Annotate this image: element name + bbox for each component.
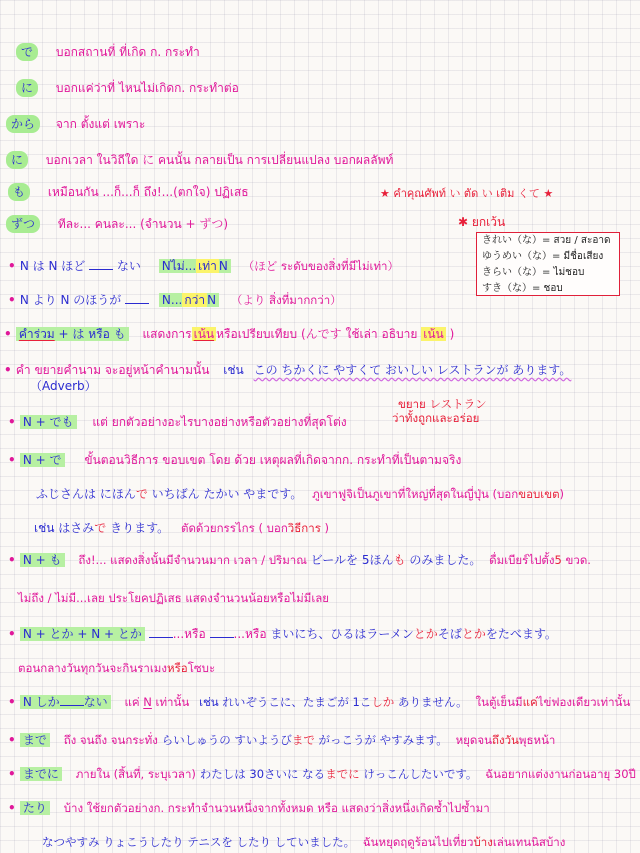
line-demo <box>8 414 347 430</box>
nmo-text: ถึง!... แสดงสิ่งนั้นมีจำนวนมาก เวลา / ปริมาณ <box>78 553 307 567</box>
line-ni-2 <box>0 152 393 168</box>
fuji-jp: ふじさんは にほんで いちばん たかい やまです。 <box>36 487 303 501</box>
box-item: ゆうめい（な）= มีชื่อเสียง <box>482 251 604 262</box>
madeni-text: ภายใน (สิ้นที่, ระบุเวลา) <box>75 767 196 781</box>
line-zutsu <box>0 216 228 232</box>
yori-lead: N より N のほうが <box>19 293 122 307</box>
adjective-note <box>380 186 553 202</box>
madeni-key: までに <box>20 767 62 781</box>
shika-meaning: แค่ N เท่านั้น <box>124 695 190 709</box>
exception-label <box>458 214 505 230</box>
bullet: • <box>8 801 20 815</box>
line-nde <box>8 452 461 468</box>
bullet: • <box>8 733 20 747</box>
line-ni-2-text: บอกเวลา ในวิถีใด に คนนั้น กลายเป็น การเปลี่ยนแปลง บอกผลลัพท์ <box>45 153 394 167</box>
shika-lead: N しか ない <box>20 695 111 709</box>
bullet: • <box>8 259 20 273</box>
line-adverb <box>4 362 571 378</box>
nde-lead: N + で <box>20 453 65 467</box>
fuji-th: ภูเขาฟูจิเป็นภูเขาที่ใหญ่ที่สุดในญี่ปุ่น (บอกขอบเขต) <box>312 487 565 501</box>
line-de <box>0 44 200 60</box>
line-zutsu-text: ทีละ... คนละ... (จำนวน + ずつ) <box>57 217 229 231</box>
particle-kara: から <box>6 115 40 133</box>
line-hodo <box>8 258 399 274</box>
toka-th: ตอนกลางวันทุกวันจะกินราเมงหรือโซบะ <box>18 661 216 675</box>
bullet: • <box>8 695 20 709</box>
made-th: หยุดจนถึงวันพุธหน้า <box>455 733 556 747</box>
adverb-note-2: ว่าทั้งถูกและอร่อย <box>392 411 480 425</box>
blank-line <box>89 259 113 270</box>
line-nmo-2: ไม่ถึง / ไม่มี...เลย ประโยคปฏิเสธ แสดงจำนวนน้อยหรือไม่มีเลย <box>18 591 330 605</box>
blank-line <box>210 627 234 638</box>
bullet: • <box>8 767 20 781</box>
bullet: • <box>4 363 16 377</box>
made-key: まで <box>20 733 50 747</box>
line-hasami <box>34 520 329 536</box>
adverb-label: （Adverb） <box>30 379 97 393</box>
bullet: • <box>8 627 20 641</box>
star-icon: ★ <box>539 187 554 200</box>
made-ex: らいしゅうの すいようびまで がっこうが やすみます。 <box>161 733 448 747</box>
yori-note: （より สิ่งที่มากกว่า） <box>230 293 342 307</box>
tari-key: たり <box>20 801 50 815</box>
particle-mo: も <box>8 183 30 201</box>
box-item: すき（な）= ชอบ <box>482 283 563 294</box>
particle-ni: に <box>16 79 38 97</box>
yori-phrase: N... กว่า N <box>159 293 219 307</box>
box-item: きれい（な）= สวย / สะอาด <box>482 235 611 246</box>
blank-line <box>149 627 173 638</box>
adjective-note-text: คำคุณศัพท์ い ตัด い เติม くて <box>393 187 540 200</box>
adverb-example: この ちかくに やすくて おいしい レストランが あります。 <box>253 363 572 377</box>
blank-line <box>60 695 84 706</box>
shika-th: ในตู้เย็นมีแค่ไข่ฟองเดียวเท่านั้น <box>475 695 631 709</box>
hasami-jp: はさみで きります。 <box>58 521 170 535</box>
hodo-note: （ほど ระดับของสิ่งที่มีไม่เท่า） <box>242 259 399 273</box>
tari-ex-th: ฉันหยุดฤดูร้อนไปเที่ยวบ้างเล่นเทนนิสบ้าง <box>362 835 566 849</box>
shika-ex: เช่น れいぞうこに、たまごが 1こしか ありません。 <box>199 695 468 709</box>
nmo-th: ดื่มเบียร์ไปตั้ง5 ขวด. <box>489 553 591 567</box>
line-kuraberu <box>4 326 454 342</box>
bullet: • <box>8 415 20 429</box>
made-text: ถึง จนถึง จนกระทั่ง <box>63 733 158 747</box>
hodo-nai: ない <box>116 259 141 273</box>
bullet: • <box>4 327 16 341</box>
toka-ex: まいにち、ひるはラーメンとかそばとかをたべます。 <box>270 627 557 641</box>
tari-ex-jp: なつやすみ りょこうしたり テニスを したり していました。 <box>42 835 356 849</box>
star-icon: ★ <box>380 187 394 200</box>
bullet: • <box>8 293 20 307</box>
particle-de: で <box>16 43 38 61</box>
line-tari <box>8 800 490 816</box>
line-madeni <box>8 766 636 782</box>
line-ni-text: บอกแค่ว่าที่ ไหนไม่เกิดก. กระทำต่อ <box>55 81 239 95</box>
hodo-lead: N は N ほど <box>19 259 86 273</box>
bullet: • <box>8 553 20 567</box>
line-de-text: บอกสถานที่ ที่เกิด ก. กระทำ <box>55 45 200 59</box>
particle-zutsu: ずつ <box>6 215 40 233</box>
madeni-th: ฉันอยากแต่งงานก่อนอายุ 30ปี <box>485 767 636 781</box>
bullet: • <box>8 453 20 467</box>
line-tari-ex <box>42 834 565 850</box>
demo-lead: N + でも <box>20 415 77 429</box>
line-toka: • N + とか + N + とか ...หรือ ...หรือ まいにち、ひるはラーメンとかそばとかをたべます。 <box>8 627 557 641</box>
line-shika <box>8 694 630 710</box>
line-made <box>8 732 555 748</box>
line-fuji <box>36 486 564 502</box>
demo-text: แต่ ยกตัวอย่างอะไรบางอย่างหรือตัวอย่างที่สุดโต่ง <box>92 415 347 429</box>
line-kara <box>0 116 145 132</box>
hasami-lead: เช่น <box>34 521 59 535</box>
hasami-th: ตัดด้วยกรรไกร ( บอกวิธีการ ) <box>180 521 330 535</box>
exception-box <box>476 232 620 296</box>
blank-line <box>125 293 149 304</box>
exception-label-text: ยกเว้น <box>471 215 506 229</box>
nde-text: ขั้นตอนวิธีการ ขอบเขต โดย ด้วย เหตุผลที่เกิดจากก. กระทำที่เป็นตามจริง <box>84 453 462 467</box>
madeni-ex: わたしは 30さいに なるまでに けっこんしたいです。 <box>199 767 478 781</box>
nmo-ex: ビールを 5ほんも のみました。 <box>310 553 482 567</box>
kuraberu-lead: คำร่วม + は หรือ も <box>16 327 129 341</box>
adverb-text: คำ ขยายคำนาม จะอยู่หน้าคำนามนั้น <box>15 363 210 377</box>
line-ni <box>0 80 239 96</box>
kuraberu-text: แสดงการ เน้น หรือเปรียบเทียบ (んです ใช้เล่า อธิบาย เน้น ) <box>142 327 455 341</box>
adverb-ex-lead: เช่น <box>223 363 244 377</box>
line-mo <box>0 184 249 200</box>
particle-ni-2: に <box>6 151 28 169</box>
box-item: きらい（な）= ไม่ชอบ <box>482 267 585 278</box>
hodo-phrase: Nไม่... เท่า N <box>159 259 231 273</box>
adverb-note-1: ขยาย レストラン <box>398 397 487 411</box>
toka-lead: N + とか + N + とか <box>20 627 145 641</box>
line-nmo <box>8 552 591 568</box>
nmo-lead: N + も <box>20 553 65 567</box>
line-kara-text: จาก ตั้งแต่ เพราะ <box>55 117 146 131</box>
line-mo-text: เหมือนกัน ...ก็...ก็ ถึง!...(ตกใจ) ปฏิเสธ <box>47 185 249 199</box>
tari-text: บ้าง ใช้ยกตัวอย่างก. กระทำจำนวนหนึ่งจากทั้งหมด หรือ แสดงว่าสิ่งหนึ่งเกิดซ้ำไปซ้ำมา <box>63 801 490 815</box>
asterisk-icon: ✱ <box>458 215 472 229</box>
line-yori <box>8 292 342 308</box>
